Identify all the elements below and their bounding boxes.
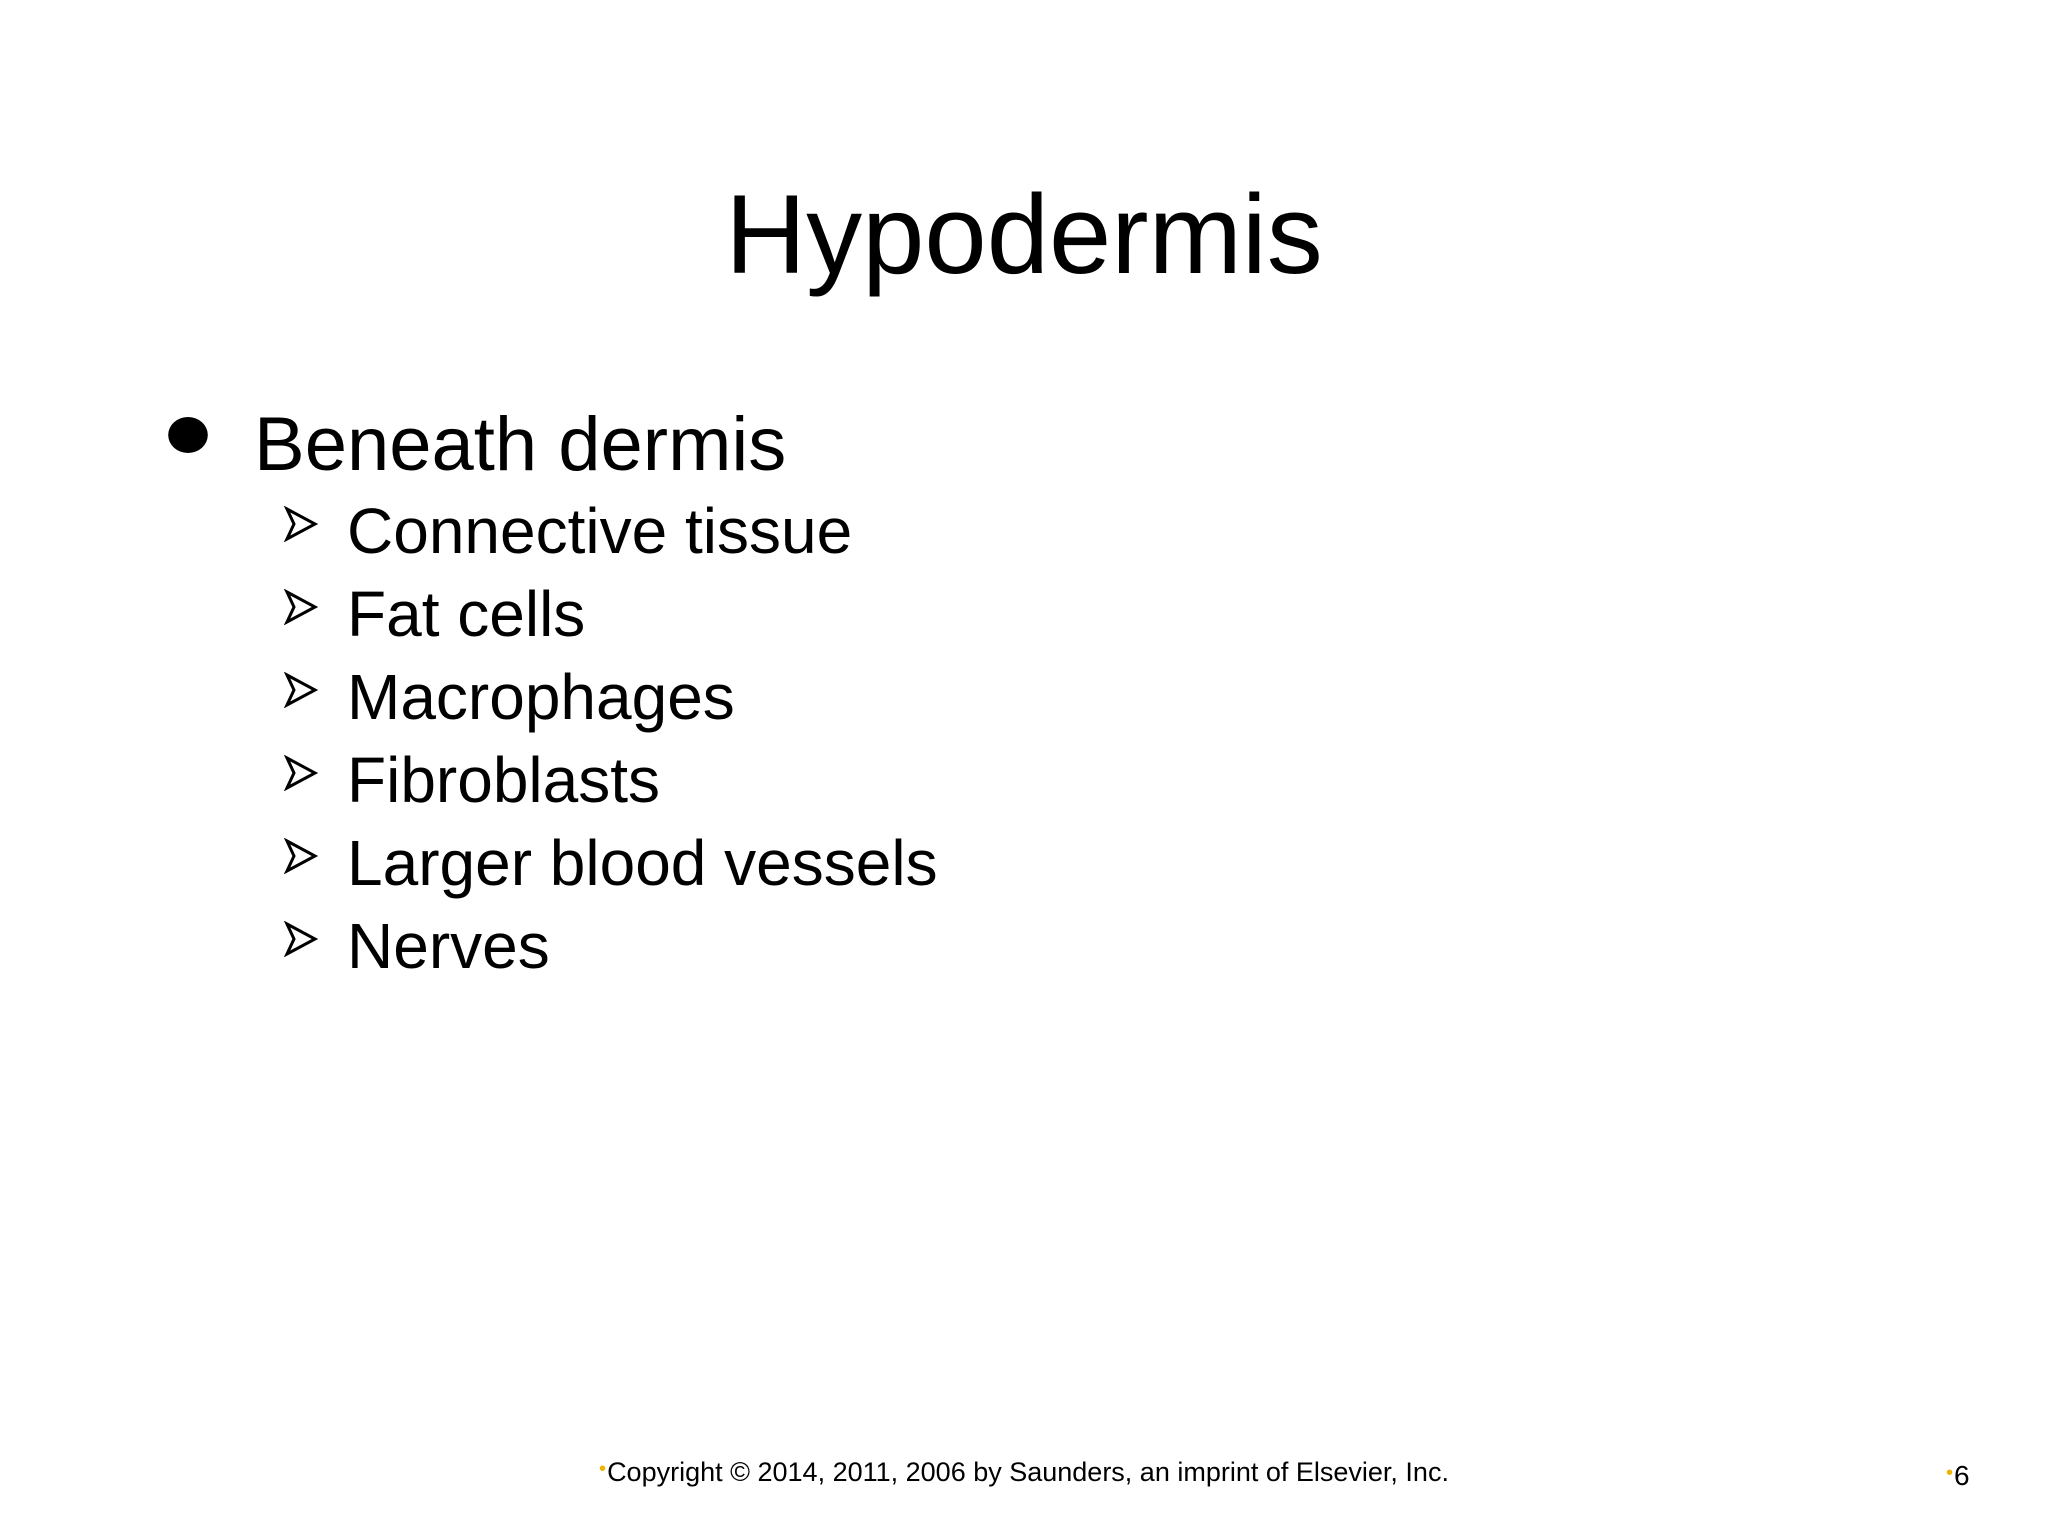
list-item [283, 905, 938, 988]
main-bullet [170, 400, 786, 490]
page-number-text: 6 [1954, 1460, 1970, 1491]
slide-title: Hypodermis [725, 172, 1323, 297]
arrow-bullet-icon [283, 672, 319, 708]
main-bullet-text: Beneath dermis [254, 402, 787, 487]
footer-dot-icon: • [599, 1458, 607, 1480]
arrow-bullet-icon [283, 921, 319, 957]
copyright-text: Copyright © 2014, 2011, 2006 by Saunders, an imprint of Elsevier, Inc. [607, 1457, 1449, 1487]
sub-bullet-text: Larger blood vessels [347, 827, 938, 899]
list-item [283, 822, 938, 905]
arrow-bullet-icon [283, 506, 319, 542]
page-number [1946, 1456, 1970, 1493]
list-item [283, 656, 938, 739]
sub-bullet-text: Nerves [347, 910, 550, 982]
sub-bullet-text: Fat cells [347, 578, 586, 650]
arrow-bullet-icon [283, 589, 319, 625]
list-item [283, 573, 938, 656]
copyright-footer [0, 1452, 2048, 1489]
arrow-bullet-icon [283, 755, 319, 791]
page-dot-icon: • [1946, 1462, 1954, 1484]
arrow-bullet-icon [283, 838, 319, 874]
sub-bullet-text: Macrophages [347, 661, 735, 733]
sub-bullet-text: Connective tissue [347, 495, 853, 567]
sub-bullet-list [283, 490, 938, 988]
list-item [283, 490, 938, 573]
sub-bullet-text: Fibroblasts [347, 744, 660, 816]
list-item [283, 739, 938, 822]
bullet-dot-icon [168, 417, 208, 453]
